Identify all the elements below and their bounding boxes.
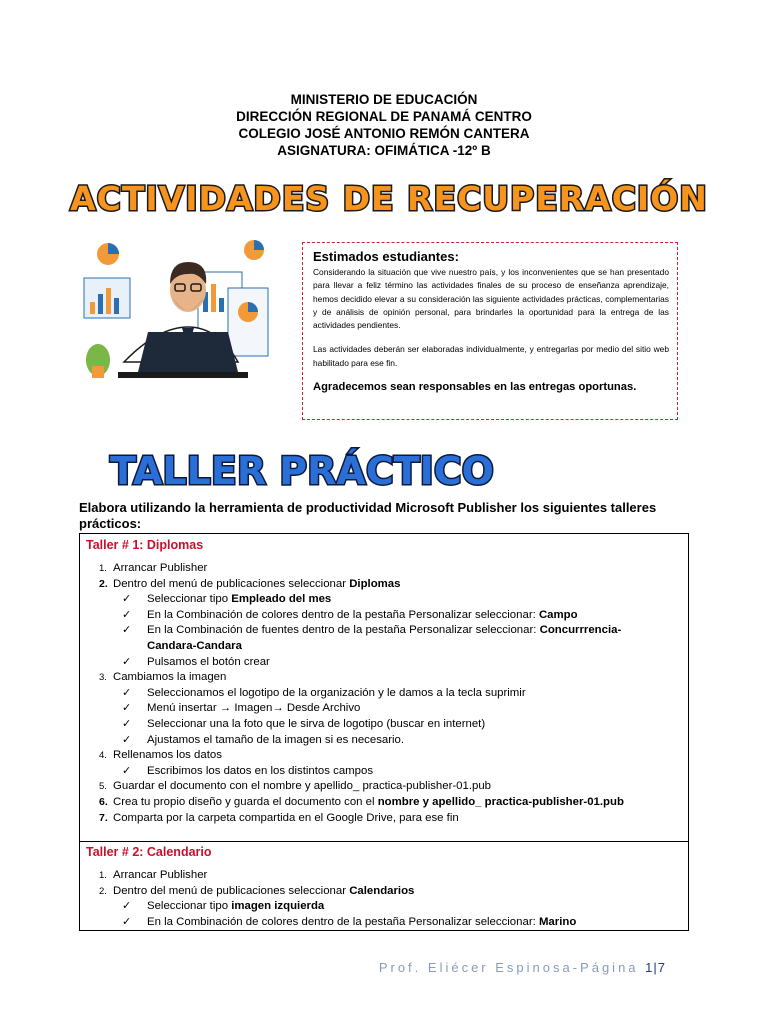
list-subitem: ✓ Seleccionar una la foto que le sirva de logotipo (buscar en internet)	[86, 717, 688, 733]
banner-title: ACTIVIDADES DE RECUPERACIÓN	[70, 179, 708, 218]
list-subitem: ✓ En la Combinación de fuentes dentro de la pestaña Personalizar seleccionar: Concurrrencia-	[86, 623, 688, 639]
header-school: COLEGIO JOSÉ ANTONIO REMÓN CANTERA	[238, 126, 530, 141]
checkmark-icon: ✓	[122, 624, 132, 637]
list-item: 7. Comparta por la carpeta compartida en el Google Drive, para ese fin	[99, 811, 459, 824]
checkmark-icon: ✓	[122, 733, 132, 746]
workshop-title-banner	[110, 446, 494, 494]
document-header	[0, 91, 768, 159]
list-subitem: ✓ Escribimos los datos en los distintos campos	[86, 764, 688, 780]
checkmark-icon: ✓	[122, 686, 132, 699]
workshop-title: TALLER PRÁCTICO	[110, 449, 494, 493]
workshop-1-box	[79, 533, 689, 842]
list-item: 1. Arrancar Publisher	[99, 562, 208, 574]
list-subitem: ✓ Pulsamos el botón crear	[86, 655, 688, 671]
list-subitem-continued: Candara-Candara	[147, 639, 242, 652]
header-subject: ASIGNATURA: OFIMÁTICA -12º B	[277, 143, 491, 158]
list-item: 2. Dentro del menú de publicaciones seleccionar Calendarios	[99, 884, 415, 897]
list-item: 5. Guardar el documento con el nombre y apellido_ practica-publisher-01.pub	[99, 780, 492, 793]
notice-box	[302, 242, 678, 420]
checkmark-icon: ✓	[122, 900, 132, 913]
list-subitem: ✓ En la Combinación de colores dentro de la pestaña Personalizar seleccionar: Campo	[86, 608, 688, 624]
notice-heading: Estimados estudiantes:	[313, 249, 459, 264]
workshop-2-title: Taller # 2: Calendario	[86, 845, 212, 859]
notice-paragraph-1: Considerando la situación que vive nuestro país, y los inconvenientes que se han presentado para llevar a feliz término las actividades finales de su proceso de enseñanza aprendizaje, hemos decidido elevar a su consideración las siguiente actividades prácticas, complementarias y de análisis de opinión personal, para brindarles la oportunidad para la entrega de las actividades pendientes.	[313, 267, 669, 331]
header-region: DIRECCIÓN REGIONAL DE PANAMÁ CENTRO	[236, 109, 532, 124]
recovery-activities-banner	[70, 172, 708, 222]
footer-author: Prof. Eliécer Espinosa-Página	[378, 960, 639, 975]
intro-text: Elabora utilizando la herramienta de productividad Microsoft Publisher los siguientes talleres prácticos:	[79, 500, 657, 531]
list-item: 3. Cambiamos la imagen	[99, 671, 227, 684]
checkmark-icon: ✓	[122, 593, 132, 606]
page-footer	[379, 960, 666, 975]
notice-thanks: Agradecemos sean responsables en las entregas oportunas.	[313, 381, 637, 394]
checkmark-icon: ✓	[122, 717, 132, 730]
list-item: 4. Rellenamos los datos	[99, 749, 222, 762]
list-item: 2. Dentro del menú de publicaciones seleccionar Diplomas	[99, 577, 401, 590]
list-item: 6. Crea tu propio diseño y guarda el documento con el nombre y apellido_ practica-publisher-01.pub	[99, 795, 624, 808]
list-subitem: ✓ En la Combinación de colores dentro de la pestaña Personalizar seleccionar: Marino	[86, 915, 688, 931]
list-item: 1. Arrancar Publisher	[99, 869, 208, 881]
notice-paragraph-2: Las actividades deberán ser elaboradas individualmente, y entregarlas por medio del sitio web habilitado para ese fin.	[313, 344, 669, 368]
list-subitem: ✓ Menú insertar → Imagen→ Desde Archivo	[86, 701, 688, 717]
list-subitem: ✓ Seleccionar tipo Empleado del mes	[86, 592, 688, 608]
checkmark-icon: ✓	[122, 702, 132, 715]
checkmark-icon: ✓	[122, 915, 132, 928]
office-worker-illustration	[78, 232, 278, 392]
checkmark-icon: ✓	[122, 764, 132, 777]
list-subitem: ✓ Seleccionamos el logotipo de la organización y le damos a la tecla suprimir	[86, 686, 688, 702]
checkmark-icon: ✓	[122, 655, 132, 668]
list-subitem: ✓ Seleccionar tipo imagen izquierda	[86, 899, 688, 915]
header-ministry: MINISTERIO DE EDUCACIÓN	[290, 92, 478, 107]
workshop-2-box	[79, 841, 689, 931]
checkmark-icon: ✓	[122, 608, 132, 621]
page-number: 1|7	[645, 960, 666, 975]
list-subitem: ✓ Ajustamos el tamaño de la imagen si es necesario.	[86, 733, 688, 749]
workshop-1-title: Taller # 1: Diplomas	[86, 538, 204, 552]
